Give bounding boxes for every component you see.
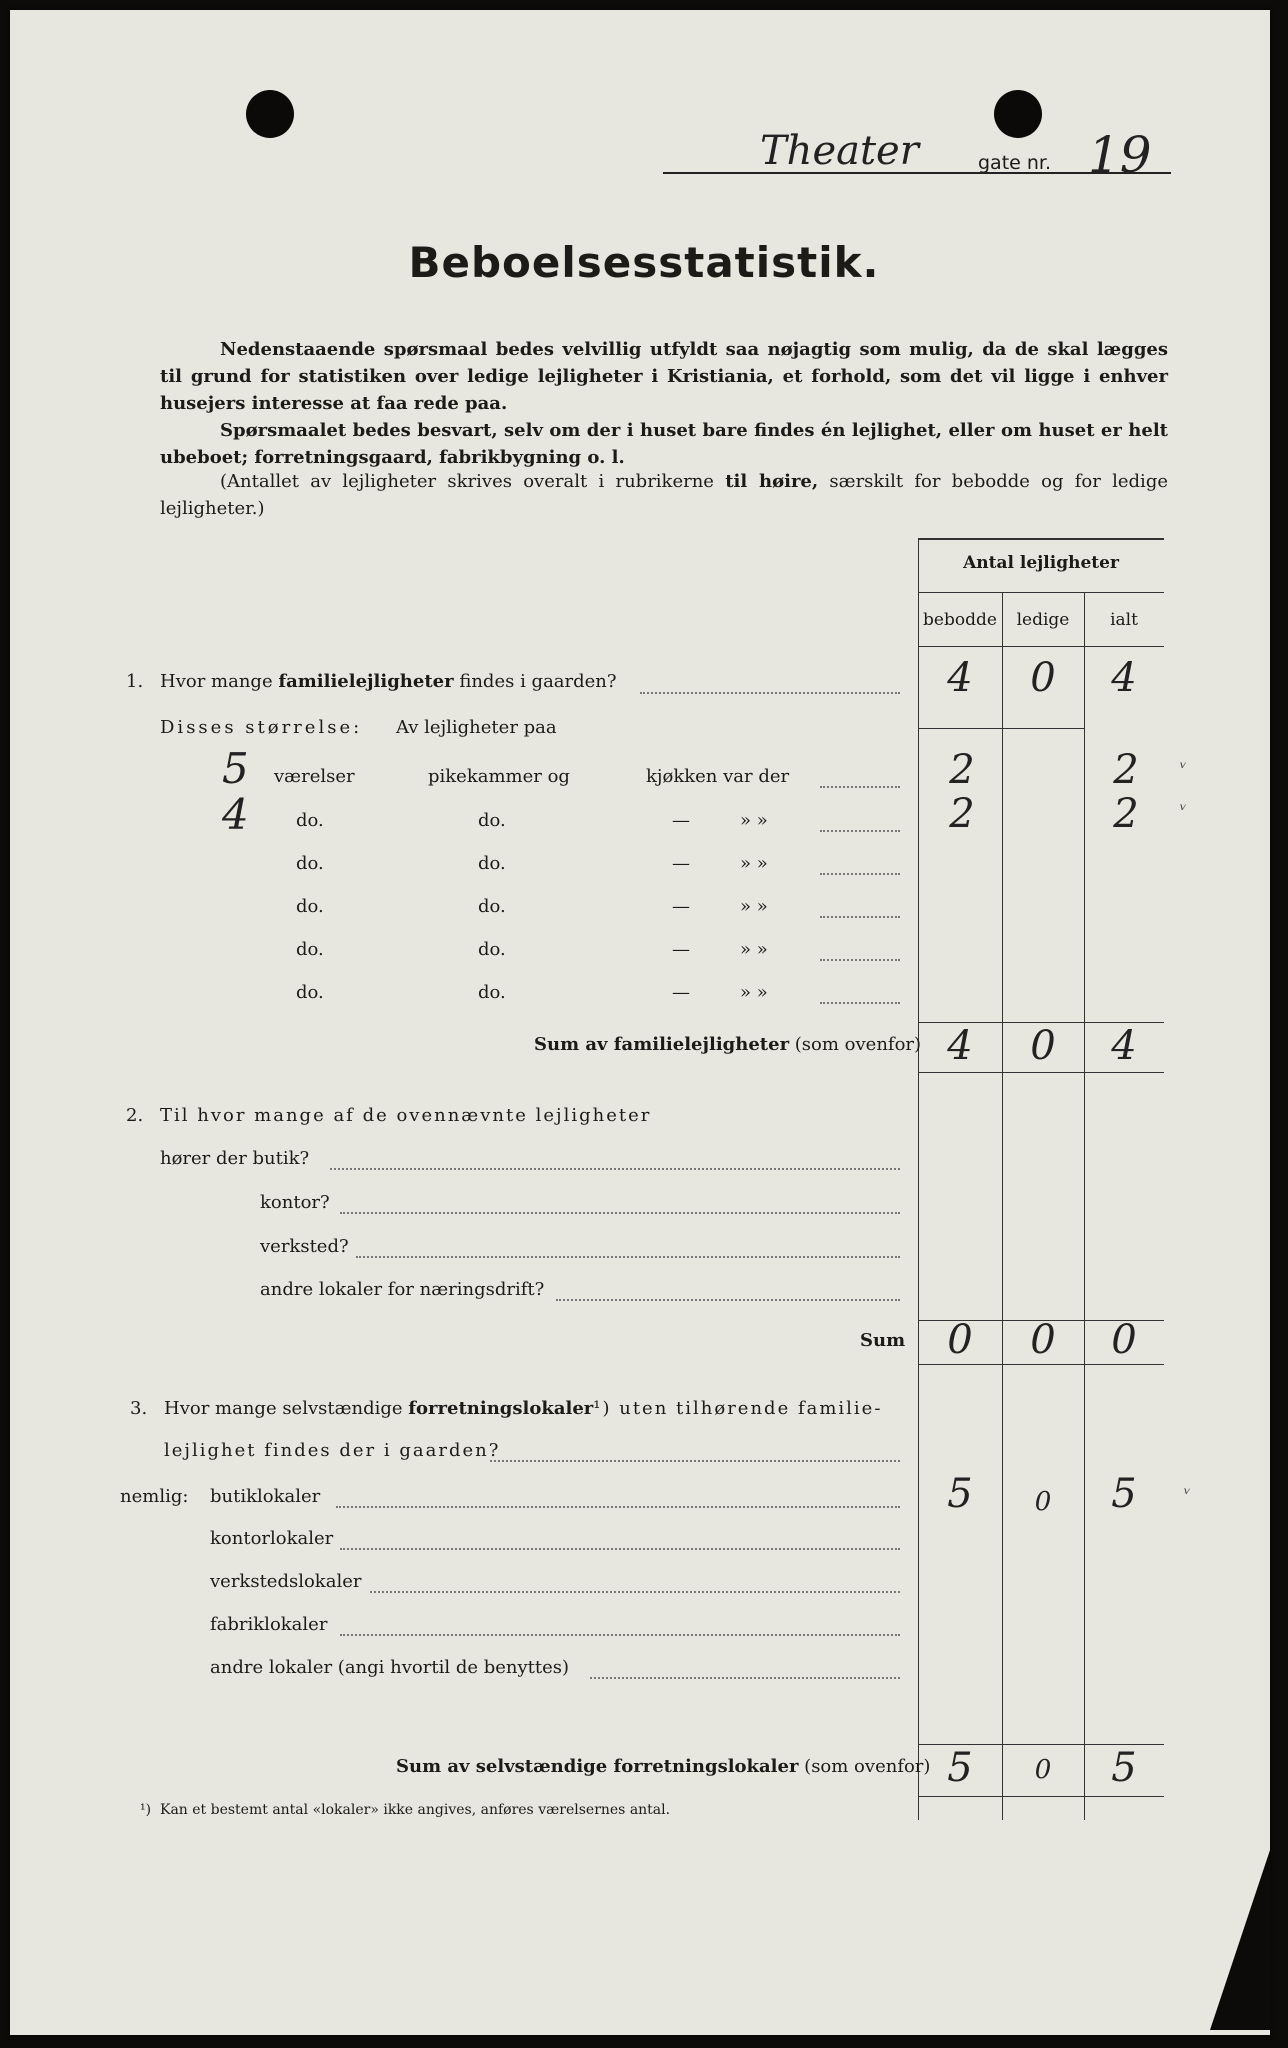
size-row-5-dots xyxy=(820,959,900,961)
quote-4: » » xyxy=(740,896,768,917)
col-divider-1 xyxy=(1002,592,1003,1820)
q1-sum-label: Sum av familielejligheter (som ovenfor) xyxy=(534,1034,922,1055)
rooms-value-1: 5 xyxy=(222,744,249,793)
q3-kontor: kontorlokaler xyxy=(210,1528,334,1549)
q3-butik-bebodde: 5 xyxy=(947,1471,973,1517)
rooms-value-2: 4 xyxy=(222,790,249,839)
do-rooms-4: do. xyxy=(296,896,324,917)
q2-question: Til hvor mange af de ovennævnte lejligheter xyxy=(160,1105,652,1126)
do-maids-6: do. xyxy=(478,982,506,1003)
q3-andre-dots xyxy=(590,1677,900,1679)
q2-number: 2. xyxy=(126,1105,144,1126)
do-maids-2: do. xyxy=(478,810,506,831)
col-header-ialt: ialt xyxy=(1110,610,1138,630)
q2-kontor-dots xyxy=(340,1212,900,1214)
check-mark: ᵛ xyxy=(1184,1484,1191,1505)
size-row-1-bebodde: 2 xyxy=(949,747,975,793)
size-row-2-ialt: 2 xyxy=(1113,791,1139,837)
q2-verksted: verksted? xyxy=(260,1236,349,1257)
punch-hole-right xyxy=(994,90,1042,138)
size-row-1-dots xyxy=(820,786,900,788)
q2-sum-bottom-rule xyxy=(918,1364,1164,1365)
quote-3: » » xyxy=(740,853,768,874)
street-name: Theater xyxy=(760,128,919,174)
col-header-bebodde: bebodde xyxy=(923,610,997,630)
q1-leader-dots xyxy=(640,692,900,694)
q3-nemlig: nemlig: xyxy=(120,1486,189,1507)
q3-kontor-dots xyxy=(340,1548,900,1550)
check-mark: ᵛ xyxy=(1180,758,1187,779)
q3-fabrik-dots xyxy=(340,1634,900,1636)
q2-andre: andre lokaler for næringsdrift? xyxy=(260,1279,545,1300)
q1-ledige: 0 xyxy=(1030,655,1056,701)
sizes-subheading: Av lejligheter paa xyxy=(396,717,557,738)
do-rooms-5: do. xyxy=(296,939,324,960)
size-row-6-dots xyxy=(820,1002,900,1004)
do-rooms-3: do. xyxy=(296,853,324,874)
q2-verksted-dots xyxy=(356,1256,900,1258)
col-header-ledige: ledige xyxy=(1016,610,1070,630)
q3-verksted: verkstedslokaler xyxy=(210,1571,362,1592)
size-row-3-dots xyxy=(820,873,900,875)
q3-sum-bottom-rule xyxy=(918,1796,1164,1797)
do-maids-4: do. xyxy=(478,896,506,917)
table-left-rule xyxy=(918,538,919,1820)
q2-sum-ledige: 0 xyxy=(1030,1317,1056,1363)
maids-label: pikekammer og xyxy=(428,766,570,787)
q1-bebodde: 4 xyxy=(947,655,973,701)
q3-question-cont: lejlighet findes der i gaarden? xyxy=(164,1440,501,1461)
dash-2: — xyxy=(672,810,690,831)
do-maids-3: do. xyxy=(478,853,506,874)
q2-sum-bebodde: 0 xyxy=(947,1317,973,1363)
q3-sum-bebodde: 5 xyxy=(947,1745,973,1791)
q3-butik-dots xyxy=(336,1506,900,1508)
dash-6: — xyxy=(672,982,690,1003)
q2-kontor: kontor? xyxy=(260,1192,330,1213)
q3-number: 3. xyxy=(130,1398,148,1419)
table-group-header: Antal lejligheter xyxy=(963,553,1119,573)
q1-sum-ledige: 0 xyxy=(1030,1023,1056,1069)
street-underline xyxy=(663,172,1171,174)
dash-4: — xyxy=(672,896,690,917)
q3-question: Hvor mange selvstændige forretningslokaler¹) uten tilhørende familie- xyxy=(164,1398,883,1419)
q3-butik-ialt: 5 xyxy=(1111,1471,1137,1517)
do-rooms-2: do. xyxy=(296,810,324,831)
intro-paragraph-1: Nedenstaaende spørsmaal bedes velvillig utfyldt saa nøjagtig som mulig, da de skal lægges til grund for statistiken over ledige lejligheter i Kristiania, et forhold, som det vil ligge i enhver husejers interesse at faa rede paa. xyxy=(160,339,1168,414)
q3-sum-label: Sum av selvstændige forretningslokaler (som ovenfor) xyxy=(396,1756,931,1777)
q3-fabrik: fabriklokaler xyxy=(210,1614,328,1635)
q3-sum-ialt: 5 xyxy=(1111,1745,1137,1791)
q1-sum-bottom-rule xyxy=(918,1072,1164,1073)
house-number: 19 xyxy=(1088,126,1152,184)
size-row-2-bebodde: 2 xyxy=(949,791,975,837)
gate-label: gate nr. xyxy=(978,152,1052,174)
size-row-4-dots xyxy=(820,916,900,918)
q1-sum-ialt: 4 xyxy=(1111,1023,1137,1069)
punch-hole-left xyxy=(246,90,294,138)
table-top-rule xyxy=(918,538,1164,540)
q3-butik-ledige: 0 xyxy=(1034,1487,1052,1517)
do-maids-5: do. xyxy=(478,939,506,960)
q1-ialt: 4 xyxy=(1111,655,1137,701)
q3-verksted-dots xyxy=(370,1591,900,1593)
size-row-2-dots xyxy=(820,830,900,832)
q3-butik: butiklokaler xyxy=(210,1486,321,1507)
footnote: ¹) Kan et bestemt antal «lokaler» ikke angives, anføres værelsernes antal. xyxy=(140,1802,671,1818)
sizes-heading: Disses størrelse: xyxy=(160,717,363,738)
q2-butik: hører der butik? xyxy=(160,1148,310,1169)
dash-5: — xyxy=(672,939,690,960)
q1-row-rule xyxy=(918,728,1084,729)
q3-sum-ledige: 0 xyxy=(1034,1755,1052,1785)
kitchen-label: kjøkken var der xyxy=(646,766,790,787)
quote-2: » » xyxy=(740,810,768,831)
q2-andre-dots xyxy=(556,1299,900,1301)
page-title: Beboelsesstatistik. xyxy=(408,238,880,287)
col-divider-2 xyxy=(1084,592,1085,1820)
q3-leader-dots xyxy=(490,1460,900,1462)
q2-sum-label: Sum xyxy=(860,1330,906,1351)
do-rooms-6: do. xyxy=(296,982,324,1003)
intro-paragraph-3: (Antallet av lejligheter skrives overalt i rubrikerne til høire, særskilt for bebodde og for ledige lejligheter.) xyxy=(160,471,1168,519)
q2-butik-dots xyxy=(330,1168,900,1170)
size-row-1-ialt: 2 xyxy=(1113,747,1139,793)
header-divider xyxy=(918,592,1164,593)
quote-6: » » xyxy=(740,982,768,1003)
q3-andre: andre lokaler (angi hvortil de benyttes) xyxy=(210,1657,570,1678)
check-mark: ᵛ xyxy=(1180,800,1187,821)
q2-sum-ialt: 0 xyxy=(1111,1317,1137,1363)
quote-5: » » xyxy=(740,939,768,960)
torn-corner xyxy=(1210,1850,1270,2030)
q1-number: 1. xyxy=(126,671,144,692)
q1-question: Hvor mange familielejligheter findes i gaarden? xyxy=(160,671,617,692)
col-header-rule xyxy=(918,646,1164,647)
rooms-label: værelser xyxy=(274,766,355,787)
q1-sum-bebodde: 4 xyxy=(947,1023,973,1069)
dash-3: — xyxy=(672,853,690,874)
intro-paragraph-2: Spørsmaalet bedes besvart, selv om der i huset bare findes én lejlighet, eller om huset er helt ubeboet; forretningsgaard, fabrikbygning o. l. xyxy=(160,420,1168,468)
